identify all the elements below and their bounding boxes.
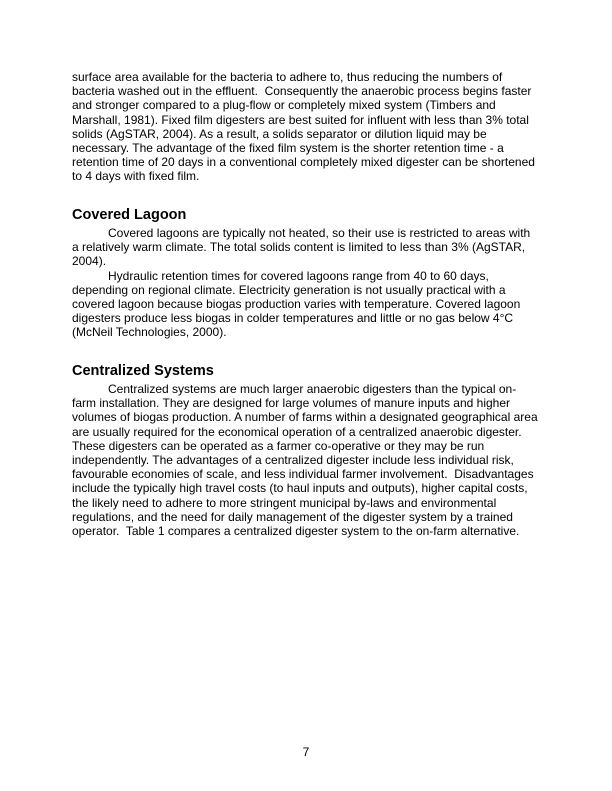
section-heading-covered-lagoon: Covered Lagoon	[72, 207, 187, 223]
paragraph-line: independently. The advantages of a centralized digester include less individual risk,	[72, 452, 514, 467]
paragraph-line: (McNeil Technologies, 2000).	[72, 325, 227, 340]
section-heading-centralized-systems: Centralized Systems	[72, 363, 214, 379]
paragraph-line: to 4 days with fixed film.	[72, 169, 200, 184]
paragraph-line: are usually required for the economical operation of a centralized anaerobic digester.	[72, 424, 522, 439]
paragraph-line: Centralized systems are much larger anaerobic digesters than the typical on-	[108, 382, 517, 396]
paragraph-line: necessary. The advantage of the fixed film system is the shorter retention time - a	[72, 140, 504, 155]
page-number: 7	[302, 745, 310, 759]
paragraph-line: These digesters can be operated as a farmer co-operative or they may be run	[72, 438, 485, 453]
paragraph-line: favourable economies of scale, and less individual farmer involvement. Disadvantages	[72, 467, 534, 482]
paragraph-line: and stronger compared to a plug-flow or completely mixed system (Timbers and	[72, 98, 496, 113]
paragraph-line: the likely need to adhere to more stringent municipal by-laws and environmental	[72, 495, 497, 510]
paragraph-line: bacteria washed out in the effluent. Consequently the anaerobic process begins faster	[72, 84, 532, 99]
centralized-systems-section	[72, 382, 548, 538]
paragraph-line: Hydraulic retention times for covered lagoons range from 40 to 60 days,	[108, 268, 489, 283]
paragraph-line: a relatively warm climate. The total solids content is limited to less than 3% (AgSTAR,	[72, 240, 526, 255]
paragraph-line: retention time of 20 days in a conventional completely mixed digester can be shortened	[72, 155, 535, 170]
paragraph-line: solids (AgSTAR, 2004). As a result, a solids separator or dilution liquid may be	[72, 126, 487, 141]
paragraph-line: include the typically high travel costs (to haul inputs and outputs), higher capital costs,	[72, 481, 528, 496]
paragraph-line: Marshall, 1981). Fixed film digesters are best suited for influent with less than 3% total	[72, 112, 529, 127]
paragraph-line: volumes of biogas production. A number of farms within a designated geographical area	[72, 410, 538, 425]
paragraph-line: regulations, and the need for daily management of the digester system by a trained	[72, 509, 513, 524]
paragraph-line: Covered lagoons are typically not heated, so their use is restricted to areas with	[108, 226, 531, 240]
paragraph-line: digesters produce less biogas in colder temperatures and little or no gas below 4°C	[72, 311, 514, 326]
intro-paragraph	[72, 70, 548, 184]
paragraph-line: covered lagoon because biogas production varies with temperature. Covered lagoon	[72, 296, 521, 311]
paragraph-line: operator. Table 1 compares a centralized digester system to the on-farm alternative.	[72, 523, 520, 538]
paragraph-line: depending on regional climate. Electricity generation is not usually practical with a	[72, 282, 506, 297]
paragraph-line: surface area available for the bacteria to adhere to, thus reducing the numbers of	[72, 70, 503, 84]
covered-lagoon-section	[72, 226, 548, 340]
paragraph-line: farm installation. They are designed for large volumes of manure inputs and higher	[72, 396, 511, 411]
paragraph-line: 2004).	[72, 254, 107, 269]
